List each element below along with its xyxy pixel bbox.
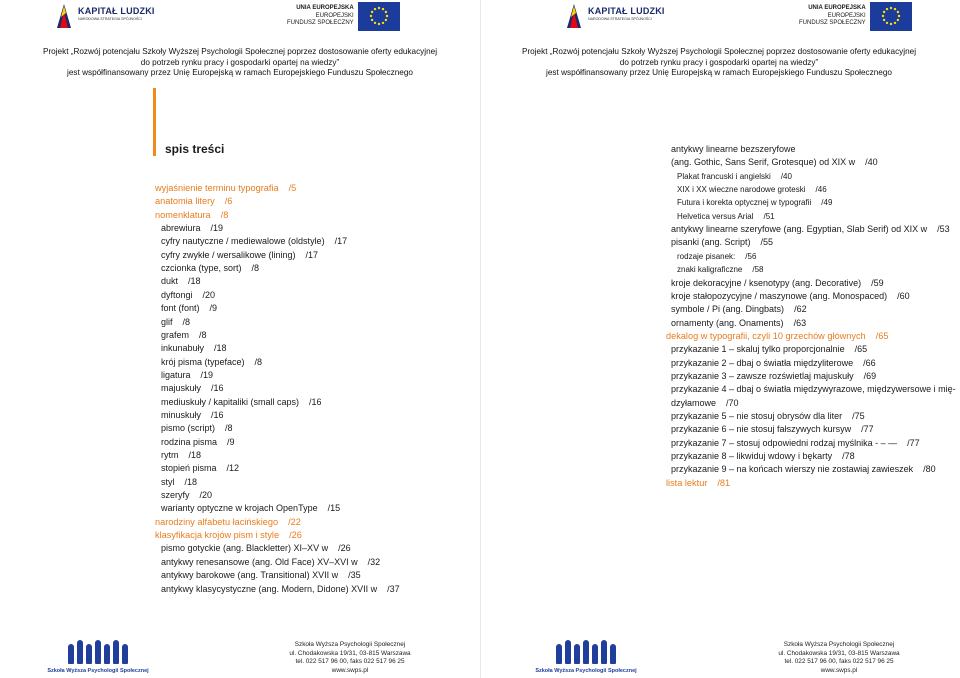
toc-entry	[677, 197, 832, 208]
toc-entry	[677, 171, 792, 182]
toc-entry-page: /18	[188, 450, 202, 460]
toc-entry	[161, 490, 212, 501]
toc-entry-title: rodzina pisma	[161, 436, 218, 447]
toc-entry	[671, 424, 874, 435]
toc-entry-title: dzyłamowe	[671, 397, 717, 408]
toc-entry	[161, 584, 400, 595]
toc-entry-title: czcionka (type, sort)	[161, 263, 242, 274]
toc-entry-page: /59	[871, 277, 884, 288]
toc-entry-page: /17	[305, 249, 319, 260]
toc-entry-title: dukt	[161, 276, 179, 287]
toc-entry	[671, 344, 867, 355]
address-line4: www.swps.pl	[820, 666, 858, 674]
toc-entry-title: klasyfikacja krojów pism i style	[155, 530, 280, 541]
toc-entry-page: /19	[200, 369, 214, 380]
toc-entry	[161, 303, 217, 314]
toc-entry-title: (ang. Gothic, Sans Serif, Grotesque) od XIX w	[671, 157, 856, 168]
toc-entry-title: antykwy linearne szeryfowe (ang. Egyptian, Slab Serif) od XIX w	[671, 224, 928, 235]
toc-entry	[161, 383, 224, 394]
kapital-ludzki-logo	[55, 3, 155, 29]
toc-entry	[161, 357, 262, 368]
toc-entry	[155, 183, 296, 194]
toc-entry-title: Plakat francuski i angielski	[677, 171, 771, 181]
kapital-ludzki-title: KAPITAŁ LUDZKI	[588, 6, 665, 16]
toc-entry-title: wyjaśnienie terminu typografia	[155, 183, 279, 193]
toc-entry	[161, 343, 227, 354]
toc-entry-title: symbole / Pi (ang. Dingbats)	[671, 304, 785, 315]
toc-entry-page: /8	[199, 329, 207, 340]
toc-entry-page: /16	[309, 396, 322, 407]
toc-entry-title: font (font)	[161, 303, 200, 314]
accent-bar	[153, 88, 156, 156]
footer-address	[280, 641, 420, 675]
toc-entry-page: /18	[188, 276, 201, 287]
toc-entry	[155, 517, 301, 528]
toc-entry-page: /17	[334, 236, 348, 247]
swps-people-icon	[531, 637, 641, 664]
project-line2: do potrzeb rynku pracy i gospodarki opartej na wiedzy”	[140, 57, 340, 67]
toc-entry	[161, 370, 213, 381]
toc-entry-page: /22	[288, 516, 301, 527]
toc-entry-page: /6	[224, 196, 233, 207]
toc-entry	[161, 317, 190, 328]
toc-entry	[677, 264, 764, 275]
toc-entry-title: anatomia litery	[155, 196, 215, 207]
toc-entry	[161, 557, 380, 568]
kapital-ludzki-icon	[565, 3, 583, 29]
toc-entry	[671, 291, 910, 302]
toc-entry-page: /77	[907, 437, 920, 448]
toc-entry	[155, 210, 228, 221]
toc-entry-page: /62	[794, 304, 807, 315]
toc-entry-page: /65	[875, 330, 889, 341]
toc-entry-page: /12	[226, 463, 240, 474]
toc-entry-title: Helvetica versus Arial	[677, 211, 754, 221]
toc-entry	[671, 464, 936, 475]
toc-entry-page: /56	[745, 251, 757, 261]
toc-entry-page: /8	[251, 263, 260, 274]
kapital-ludzki-subtitle: NARODOWA STRATEGIA SPÓJNOŚCI	[78, 17, 142, 21]
toc-entry-page: /63	[793, 317, 807, 328]
toc-entry-page: /51	[763, 211, 775, 221]
toc-entry-page: /58	[752, 265, 764, 275]
toc-entry	[161, 450, 201, 461]
eu-flag-icon	[870, 2, 912, 31]
toc-entry-title: lista lektur	[666, 477, 708, 488]
toc-entry	[161, 250, 318, 261]
toc-entry	[161, 236, 347, 247]
toc-entry	[161, 223, 223, 234]
swps-logo	[43, 637, 153, 674]
toc-entry-title: nomenklatura	[155, 209, 211, 220]
toc-entry	[671, 411, 865, 422]
toc-entry-title: pismo gotyckie (ang. Blackletter) XI–XV w	[161, 543, 329, 554]
toc-entry-page: /26	[338, 543, 351, 554]
toc-title: spis treści	[165, 142, 225, 156]
toc-entry-title: styl	[161, 476, 175, 487]
toc-entry	[671, 278, 884, 289]
swps-logo-text: Szkoła Wyższa Psychologii Społecznej	[47, 668, 149, 674]
toc-entry-title: pismo (script)	[161, 423, 216, 434]
toc-entry-page: /69	[863, 370, 877, 381]
toc-entry-title: ligatura	[161, 369, 191, 380]
toc-entry-page: /8	[220, 209, 229, 220]
eu-flag-icon	[358, 2, 400, 31]
toc-entry-title: dyftongi	[161, 289, 193, 300]
eu-line1: UNIA EUROPEJSKA	[296, 5, 354, 12]
eu-line2: EUROPEJSKI	[827, 12, 866, 19]
toc-entry-page: /40	[865, 157, 878, 168]
toc-entry	[161, 543, 351, 554]
project-line3: jest współfinansowany przez Unię Europejską w ramach Europejskiego Funduszu Społecznego	[546, 68, 892, 77]
toc-entry-page: /32	[367, 556, 381, 567]
kapital-ludzki-logo	[565, 3, 665, 29]
toc-entry	[671, 304, 807, 315]
toc-entry-title: Futura i korekta optycznej w typografii	[677, 198, 812, 208]
swps-people-icon	[43, 637, 153, 664]
toc-entry-title: kroje stałopozycyjne / maszynowe (ang. Monospaced)	[671, 290, 888, 301]
eu-logo	[799, 2, 912, 31]
address-line1: Szkoła Wyższa Psychologii Społecznej	[783, 641, 895, 648]
toc-entry-title: pisanki (ang. Script)	[671, 237, 751, 248]
toc-entry	[671, 318, 806, 329]
toc-entry-page: /18	[214, 343, 227, 354]
toc-entry	[671, 144, 796, 155]
toc-entry-page: /20	[199, 490, 213, 501]
toc-entry-page: /60	[897, 290, 910, 301]
toc-entry	[161, 570, 361, 581]
toc-entry-title: przykazanie 8 – likwiduj wdowy i bękarty	[671, 451, 833, 462]
toc-entry-page: /8	[225, 423, 233, 434]
toc-entry-page: /26	[289, 530, 302, 541]
project-info	[0, 47, 480, 79]
eu-logo	[287, 2, 400, 31]
toc-entry-page: /35	[348, 570, 361, 581]
kapital-ludzki-title: KAPITAŁ LUDZKI	[78, 6, 155, 16]
toc-entry	[671, 384, 956, 395]
toc-entry-title: antykwy klasycystyczne (ang. Modern, Didone) XVII w	[161, 583, 378, 594]
toc-entry-title: antykwy barokowe (ang. Transitional) XVII w	[161, 570, 339, 581]
toc-entry-page: /66	[863, 357, 876, 368]
toc-entry	[666, 478, 730, 489]
address-line2: ul. Chodakowska 19/31, 03-815 Warszawa	[289, 649, 411, 657]
address-line3: tel. 022 517 96 00, faks 022 517 96 25	[784, 658, 894, 665]
toc-entry-title: szeryfy	[161, 490, 190, 501]
toc-entry	[161, 477, 197, 488]
toc-entry-page: /8	[254, 356, 263, 367]
toc-entry-title: przykazanie 4 – dbaj o światła międzywyrazowe, międzywersowe i mię-	[671, 384, 956, 395]
toc-entry-title: przykazanie 7 – stosuj odpowiedni rodzaj myślnika - – —	[671, 437, 898, 448]
toc-entry	[671, 157, 878, 168]
toc-entry-title: glif	[161, 316, 173, 327]
address-line1: Szkoła Wyższa Psychologii Społecznej	[294, 641, 406, 648]
toc-entry-title: przykazanie 5 – nie stosuj obrysów dla liter	[671, 411, 843, 421]
toc-entry-title: znaki kaligraficzne	[677, 265, 743, 275]
toc-entry-title: rytm	[161, 450, 179, 460]
swps-logo	[531, 637, 641, 674]
eu-line2: EUROPEJSKI	[315, 12, 354, 19]
toc-entry-title: przykazanie 3 – zawsze rozświetlaj majuskuły	[671, 370, 854, 381]
address-line4: www.swps.pl	[331, 666, 369, 674]
toc-entry	[677, 184, 827, 195]
kapital-ludzki-subtitle: NARODOWA STRATEGIA SPÓJNOŚCI	[588, 17, 652, 21]
toc-entry-title: cyfry zwykłe / wersalikowe (lining)	[161, 249, 296, 260]
toc-entry	[671, 398, 739, 409]
toc-entry	[161, 463, 239, 474]
toc-entry	[671, 358, 876, 369]
toc-entry-page: /37	[387, 583, 400, 594]
toc-entry-title: mediuskuły / kapitaliki (small caps)	[161, 396, 300, 407]
toc-entry	[161, 276, 201, 287]
toc-entry	[677, 251, 756, 262]
swps-logo-text: Szkoła Wyższa Psychologii Społecznej	[535, 668, 637, 674]
toc-entry-title: XIX i XX wieczne narodowe groteski	[677, 185, 806, 195]
toc-entry	[161, 437, 235, 448]
toc-entry-page: /20	[202, 289, 216, 300]
toc-entry-page: /78	[842, 451, 855, 462]
toc-entry-title: abrewiura	[161, 223, 201, 234]
kapital-ludzki-icon	[55, 3, 73, 29]
toc-entry	[677, 211, 775, 222]
toc-entry-page: /15	[327, 503, 341, 514]
toc-entry-title: majuskuły	[161, 383, 202, 394]
toc-entry-page: /80	[923, 464, 936, 475]
toc-entry	[161, 410, 224, 421]
project-line1: Projekt „Rozwój potencjału Szkoły Wyższej Psychologii Społecznej poprzez dostosowanie oferty edukacyjnej	[521, 47, 917, 56]
footer-address	[769, 641, 909, 675]
eu-line3: FUNDUSZ SPOŁECZNY	[799, 20, 866, 27]
toc-entry	[161, 397, 322, 408]
toc-entry-title: przykazanie 9 – na końcach wierszy nie zostawiaj zawieszek	[671, 464, 914, 475]
toc-entry	[671, 451, 855, 462]
toc-entry-title: antykwy renesansowe (ang. Old Face) XV–XVI w	[161, 556, 358, 567]
toc-entry-title: przykazanie 1 – skaluj tylko proporcjonalnie	[671, 344, 845, 355]
toc-entry	[161, 290, 215, 301]
toc-entry-page: /46	[815, 185, 827, 195]
toc-entry-page: /16	[211, 409, 224, 420]
toc-entry-title: dekalog w typografii, czyli 10 grzechów głównych	[666, 330, 866, 341]
toc-entry-page: /55	[760, 237, 774, 248]
toc-entry	[671, 224, 950, 235]
toc-entry-title: grafem	[161, 329, 190, 340]
toc-entry-title: krój pisma (typeface)	[161, 356, 245, 367]
toc-entry	[666, 331, 888, 342]
project-line3: jest współfinansowany przez Unię Europejską w ramach Europejskiego Funduszu Społecznego	[67, 68, 413, 77]
toc-entry-page: /9	[209, 303, 218, 314]
toc-entry-page: /53	[937, 224, 950, 235]
toc-entry	[671, 438, 920, 449]
toc-entry-page: /81	[717, 477, 731, 488]
toc-entry-title: rodzaje pisanek:	[677, 251, 736, 261]
eu-line1: UNIA EUROPEJSKA	[808, 5, 866, 12]
toc-entry-title: kroje dekoracyjne / ksenotypy (ang. Decorative)	[671, 277, 862, 288]
address-line2: ul. Chodakowska 19/31, 03-815 Warszawa	[778, 649, 900, 657]
toc-entry-page: /8	[182, 316, 191, 327]
address-line3: tel. 022 517 96 00, faks 022 517 96 25	[295, 658, 405, 665]
toc-entry	[671, 237, 773, 248]
toc-entry-title: cyfry nautyczne / mediewalowe (oldstyle)	[161, 236, 325, 247]
eu-line3: FUNDUSZ SPOŁECZNY	[287, 20, 354, 27]
toc-entry-title: narodziny alfabetu łacińskiego	[155, 516, 279, 527]
toc-entry-page: /70	[726, 397, 739, 408]
toc-entry-page: /9	[227, 436, 235, 447]
project-line2: do potrzeb rynku pracy i gospodarki opartej na wiedzy”	[619, 57, 819, 67]
toc-entry-page: /40	[780, 171, 792, 181]
toc-entry	[161, 263, 259, 274]
toc-entry-page: /5	[288, 183, 297, 193]
toc-entry-page: /19	[210, 223, 224, 234]
toc-entry-title: inkunabuły	[161, 343, 205, 354]
toc-entry-page: /18	[184, 476, 198, 487]
toc-entry-title: przykazanie 6 – nie stosuj fałszywych kursyw	[671, 424, 852, 435]
toc-entry	[155, 196, 232, 207]
toc-entry-page: /16	[211, 383, 224, 394]
toc-entry-page: /49	[821, 198, 833, 208]
toc-entry	[155, 530, 302, 541]
toc-entry-title: antykwy linearne bezszeryfowe	[671, 144, 796, 154]
toc-entry-title: stopień pisma	[161, 463, 217, 474]
project-line1: Projekt „Rozwój potencjału Szkoły Wyższej Psychologii Społecznej poprzez dostosowanie oferty edukacyjnej	[42, 47, 438, 56]
toc-entry-page: /77	[861, 424, 874, 435]
project-info	[481, 47, 957, 79]
toc-entry-title: ornamenty (ang. Onaments)	[671, 317, 784, 328]
toc-entry-page: /65	[854, 344, 868, 355]
toc-entry-page: /75	[852, 411, 865, 421]
toc-entry-title: minuskuły	[161, 409, 202, 420]
right-page	[480, 0, 960, 678]
toc-entry	[161, 330, 207, 341]
toc-entry	[161, 503, 340, 514]
toc-entry	[161, 423, 233, 434]
toc-entry-title: warianty optyczne w krojach OpenType	[161, 503, 318, 514]
toc-entry	[671, 371, 876, 382]
toc-entry-title: przykazanie 2 – dbaj o światła międzyliterowe	[671, 357, 854, 368]
